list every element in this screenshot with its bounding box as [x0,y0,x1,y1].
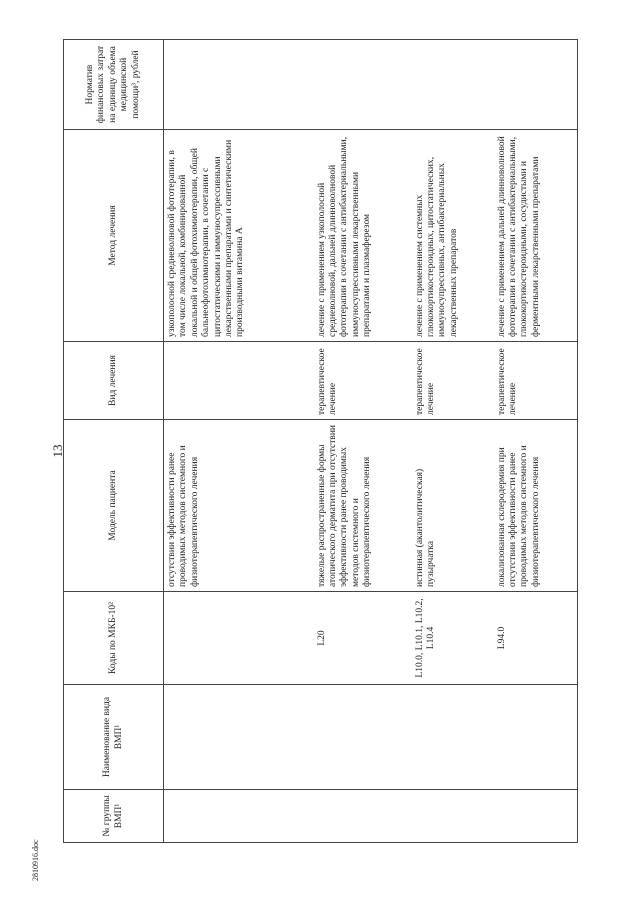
cell-code [164,592,314,685]
cell-model: истинная (акантолитическая) пузырчатка [412,420,494,592]
cell-name [494,685,578,790]
header-codes: Коды по МКБ-10² [64,592,164,685]
footer-filename: 2810916.doc [31,839,40,881]
cell-method: узкополосной средневолновой фототерапии, в том числе локальной, комбинированной локальной и общей фотохимиотерапии, общей бальнеофотохимиотерапии, в сочетании с цитостатическими и иммуносупрессивными лекарственными препаратами и синтетическими производными витамина А [164,130,314,342]
table-row [314,40,412,843]
cell-method: лечение с применением дальней длинноволновой фототерапии в сочетании с антибактериальными, глюкокортикостероидными, сосудистыми и ферментными лекарственными препаратами [494,130,578,342]
page-number: 13 [50,444,65,458]
header-model: Модель пациента [64,420,164,592]
cell-group [494,790,578,843]
cell-norm [494,40,578,130]
table-header-row [64,40,164,843]
cell-name [412,685,494,790]
vmp-table [63,39,578,843]
cell-type: терапевтическое лечение [314,342,412,420]
cell-norm [164,40,314,130]
cell-group [314,790,412,843]
table-row [494,40,578,843]
rotated-table-sheet [63,40,541,843]
cell-name [314,685,412,790]
cell-code: L10.0, L10.1, L10.2, L10.4 [412,592,494,685]
header-norm: Норматив финансовых затрат на единицу объема медицинской помощи³, рублей [64,40,164,130]
cell-group [412,790,494,843]
cell-method: лечение с применением системных глюкокортикостероидных, цитостатических, иммуносупрессивных, антибактериальных лекарственных препаратов [412,130,494,342]
cell-code: L94.0 [494,592,578,685]
cell-type: терапевтическое лечение [412,342,494,420]
header-method: Метод лечения [64,130,164,342]
cell-code: L20 [314,592,412,685]
cell-name [164,685,314,790]
cell-norm [412,40,494,130]
cell-norm [314,40,412,130]
header-group: № группы ВМП¹ [64,790,164,843]
header-type: Вид лечения [64,342,164,420]
table-row [412,40,494,843]
cell-model: локализованная склеродермия при отсутствии эффективности ранее проводимых методов системного и физиотерапевтического лечения [494,420,578,592]
cell-model: отсутствии эффективности ранее проводимых методов системного и физиотерапевтического лечения [164,420,314,592]
cell-type: терапевтическое лечение [494,342,578,420]
header-name: Наименование вида ВМП¹ [64,685,164,790]
cell-group [164,790,314,843]
cell-model: тяжелые распространенные формы атопического дерматита при отсутствии эффективности ранее проводимых методов системного и физиотерапевтического лечения [314,420,412,592]
table-row [164,40,314,843]
cell-method: лечение с применением узкополосной средневолновой, дальней длинноволновой фототерапии в сочетании с антибактериальными, иммуносупрессивными лекарственными препаратами и плазмаферезом [314,130,412,342]
cell-type [164,342,314,420]
